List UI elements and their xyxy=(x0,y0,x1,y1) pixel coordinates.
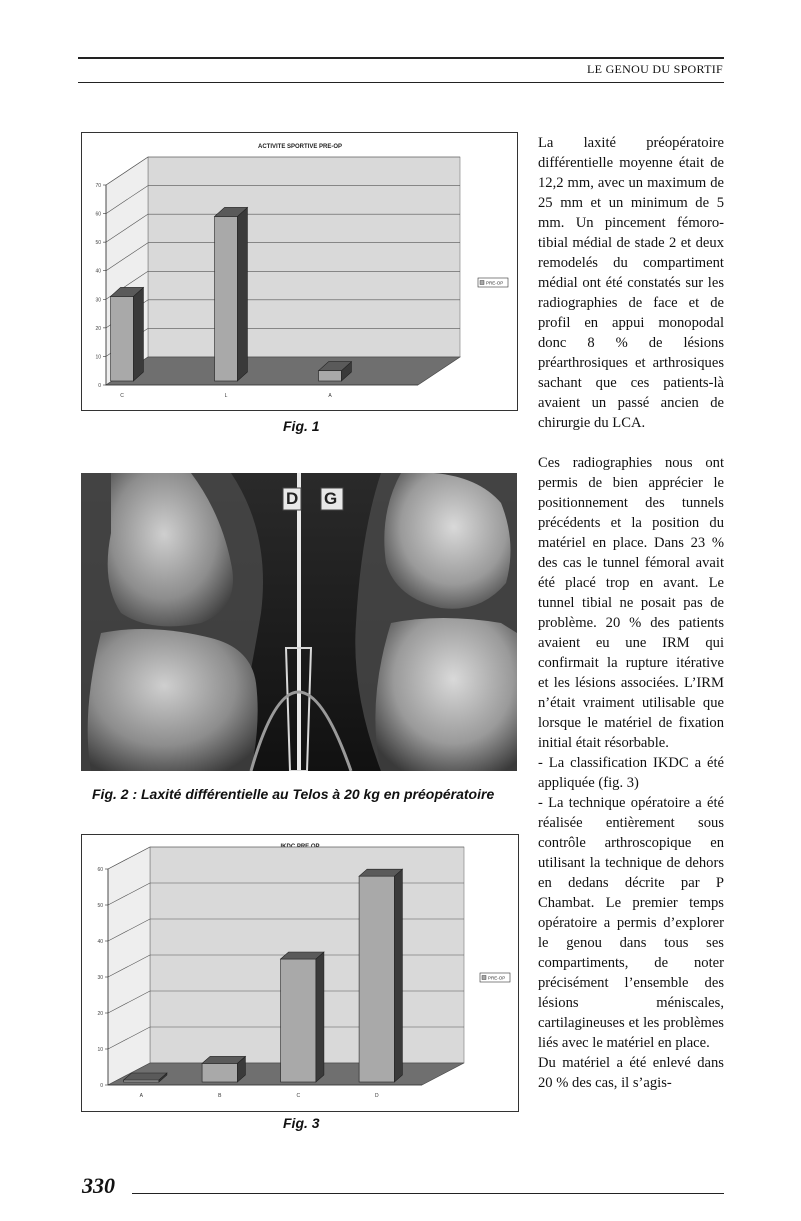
x-tick-label: A xyxy=(328,393,332,399)
y-tick-label: 30 xyxy=(95,297,101,304)
bar-side xyxy=(394,869,402,1082)
chart-back-wall xyxy=(148,157,460,357)
figure-1-chart xyxy=(82,133,517,410)
bar-top xyxy=(202,1056,245,1063)
figure-3-caption: Fig. 3 xyxy=(283,1115,320,1131)
figure-2-xray-image xyxy=(81,473,517,771)
y-tick-label: 40 xyxy=(97,939,103,945)
chart-title: ACTIVITE SPORTIVE PRE-OP xyxy=(257,144,343,150)
bar-side xyxy=(237,207,247,381)
y-tick-label: 10 xyxy=(97,1047,103,1053)
figure-3-frame xyxy=(81,834,519,1112)
header-rule-top xyxy=(78,57,724,59)
figure-2-caption: Fig. 2 : Laxité différentielle au Telos à 20 kg en préopératoire xyxy=(92,786,495,802)
paragraph-1: La laxité préopératoire différentielle moyenne était de 12,2 mm, avec un maximum de 25 mm et un minimum de 5 mm. Un pincement fémoro-tibial médial de stade 2 et deux remodelés du compartiment médial ont été constatés sur les radiographies de face et de profil en appui monopodal donc 8 % de lésions préarthrosiques et arthrosiques sachant que ces patients-là avaient un passé ancien de chirurgie du LCA. xyxy=(538,135,724,431)
paragraph-5: Du matériel a été enlevé dans 20 % des cas, il s’agis- xyxy=(538,1055,724,1091)
body-text-column xyxy=(538,133,724,1093)
y-tick-label: 20 xyxy=(97,1011,103,1017)
y-tick-label: 60 xyxy=(95,211,101,218)
paragraph-3: - La classification IKDC a été appliquée (fig. 3) xyxy=(538,755,724,791)
bar-side xyxy=(316,952,324,1082)
figure-3-chart xyxy=(82,835,518,1111)
y-tick-label: 50 xyxy=(97,903,103,909)
x-tick-label: C xyxy=(296,1093,301,1099)
y-tick-label: 20 xyxy=(95,325,101,332)
xray-illustration xyxy=(81,473,517,771)
figure-1-frame xyxy=(81,132,518,411)
x-tick-label: B xyxy=(218,1093,222,1099)
paragraph-2: Ces radiographies nous ont permis de bien apprécier le positionnement des tunnels précédents et la position du matériel en place. Dans 23 % des cas le tunnel fémoral avait été placé trop en avant. Le tunnel tibial ne posait pas de problème. 20 % des patients avaient eu une IRM qui confirmait la rupture itérative et les lésions associées. L’IRM n’était vraiment utilisable que lorsque le matériel de fixation initial était résorbable. xyxy=(538,455,724,751)
bar-front xyxy=(359,876,394,1082)
marker-g-label: G xyxy=(324,489,338,508)
marker-d-label: D xyxy=(286,489,299,508)
x-tick-label: L xyxy=(224,393,228,399)
bar-top xyxy=(359,869,402,876)
legend-swatch xyxy=(482,976,486,980)
bar-side xyxy=(133,287,143,381)
x-tick-label: C xyxy=(120,393,124,399)
y-tick-label: 30 xyxy=(97,975,103,981)
y-tick-label: 60 xyxy=(97,867,103,873)
bar-front xyxy=(202,1063,237,1082)
x-tick-label: D xyxy=(374,1093,379,1099)
y-tick-label: 0 xyxy=(98,383,101,389)
footer-rule xyxy=(132,1193,724,1194)
y-tick-label: 10 xyxy=(95,354,101,361)
figure-1-caption: Fig. 1 xyxy=(283,418,320,434)
bar-front xyxy=(281,959,316,1082)
y-tick-label: 50 xyxy=(95,240,101,247)
page-number: 330 xyxy=(82,1173,115,1198)
running-head: LE GENOU DU SPORTIF xyxy=(587,62,723,76)
y-tick-label: 40 xyxy=(95,268,101,275)
bar-front xyxy=(124,1080,159,1082)
chart-floor xyxy=(106,357,460,385)
bar-front xyxy=(215,216,238,381)
bar-front xyxy=(319,371,342,381)
header-rule-bottom xyxy=(78,82,724,83)
legend-label: PRE-OP xyxy=(488,975,506,981)
paragraph-4: - La technique opératoire a été réalisée entièrement sous contrôle arthroscopique en utilisant la technique de dehors en dedans décrite par P Chambat. Le premier temps opératoire a permis d’explorer le genou dans tous ses compartiments, de noter précisément l’ensemble des lésions méniscales, cartilagineuses et les problèmes liés avec le matériel en place. xyxy=(538,795,724,1051)
y-tick-label: 70 xyxy=(95,183,101,189)
bar-top xyxy=(124,1073,167,1080)
bar-top xyxy=(281,952,324,959)
y-tick-label: 0 xyxy=(100,1083,103,1089)
bar-front xyxy=(111,296,134,381)
legend-swatch xyxy=(480,281,484,285)
x-tick-label: A xyxy=(139,1093,143,1099)
legend-label: PRE-OP xyxy=(486,280,504,286)
